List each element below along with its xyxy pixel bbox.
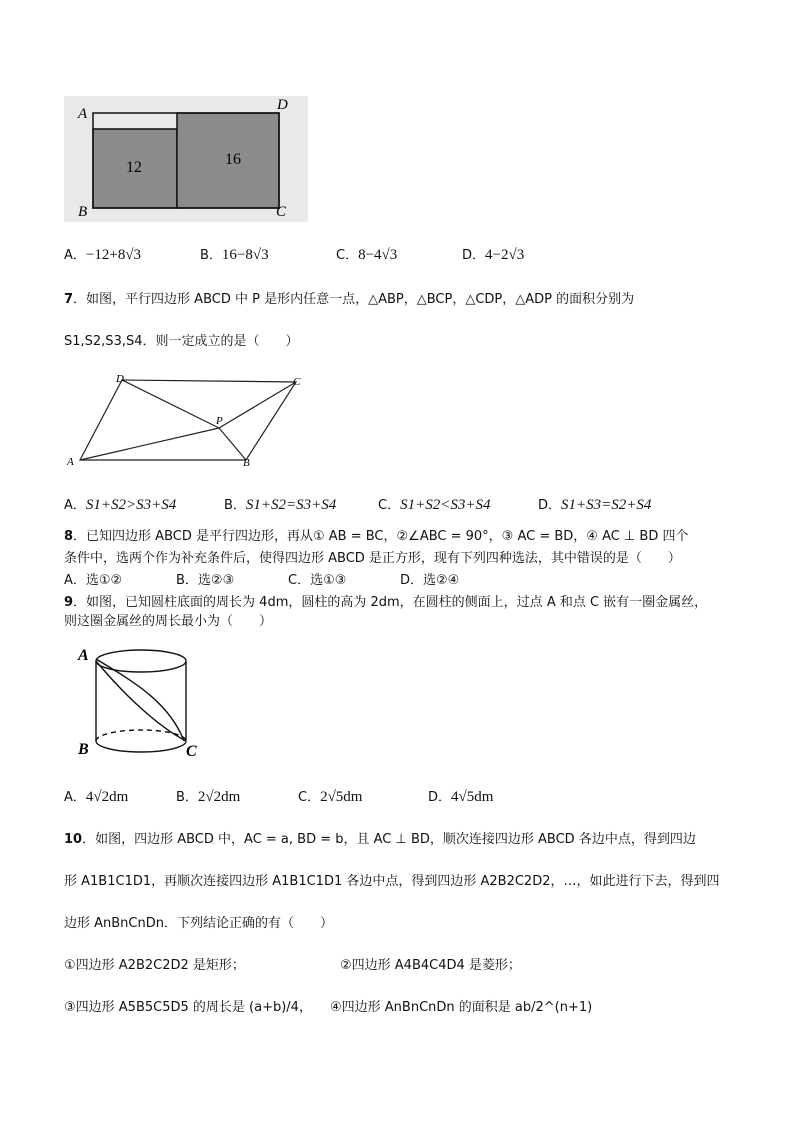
- q10-statement-3: ③四边形 A5B5C5D5 的周长是 (a+b)/4，: [64, 1000, 312, 1015]
- label-B: B: [78, 741, 89, 758]
- q7-option-c[interactable]: C．S1+S2<S3+S4: [378, 497, 491, 513]
- q6-option-c-expr: 8−4√3: [358, 247, 398, 263]
- label-C: C: [186, 743, 197, 760]
- label-C: C: [293, 376, 301, 388]
- q10-statement-4: ④四边形 AnBnCnDn 的面积是 ab/2^(n+1): [330, 1000, 593, 1015]
- q8-option-d[interactable]: D．选②④: [400, 573, 460, 588]
- q7-stem-line1: 7．如图，平行四边形 ABCD 中 P 是形内任意一点，△ABP，△BCP，△CDP，△ADP 的面积分别为: [64, 292, 635, 307]
- q9-stem-line2: 则这圈金属丝的周长最小为（ ）: [64, 614, 273, 629]
- label-D: D: [277, 97, 288, 113]
- q9-option-a[interactable]: A．4√2dm: [64, 789, 129, 805]
- q6-option-d-expr: 4−2√3: [485, 247, 525, 263]
- q10-stem-line3: 边形 AnBnCnDn．下列结论正确的有（ ）: [64, 916, 333, 931]
- q8-stem-line2: 条件中，选两个作为补充条件后，使得四边形 ABCD 是正方形，现有下列四种选法，其中错误的是（ ）: [64, 551, 681, 566]
- q6-option-b[interactable]: B．16−8√3: [200, 247, 269, 263]
- label-B: B: [243, 457, 250, 469]
- label-D: D: [116, 373, 124, 385]
- q6-option-a-expr: −12+8√3: [85, 247, 142, 263]
- q6-option-d[interactable]: D．4−2√3: [462, 247, 525, 263]
- q6-option-a[interactable]: A．−12+8√3: [64, 247, 142, 263]
- q7-option-d[interactable]: D．S1+S3=S2+S4: [538, 497, 652, 513]
- q9-figure: [64, 642, 204, 762]
- q8-option-a[interactable]: A．选①②: [64, 573, 123, 588]
- q8-option-b[interactable]: B．选②③: [176, 573, 235, 588]
- q7-option-a[interactable]: A．S1+S2>S3+S4: [64, 497, 177, 513]
- q10-statement-2: ②四边形 A4B4C4D4 是菱形；: [340, 958, 521, 973]
- q8-option-c[interactable]: C．选①③: [288, 573, 347, 588]
- q6-option-b-expr: 16−8√3: [221, 247, 269, 263]
- label-B: B: [78, 204, 88, 220]
- right-area: 16: [225, 151, 241, 168]
- left-area: 12: [126, 159, 142, 176]
- q10-stem-line1: 10．如图，四边形 ABCD 中，AC = a, BD = b，且 AC ⊥ BD，顺次连接四边形 ABCD 各边中点，得到四边: [64, 832, 696, 847]
- label-A: A: [78, 106, 88, 122]
- label-C: C: [276, 204, 287, 220]
- q7-figure: [64, 370, 314, 470]
- q8-stem-line1: 8．已知四边形 ABCD 是平行四边形，再从① AB = BC，②∠ABC = 90°，③ AC = BD，④ AC ⊥ BD 四个: [64, 529, 689, 544]
- q6-figure: [64, 96, 308, 222]
- q9-stem-line1: 9．如图，已知圆柱底面的周长为 4dm，圆柱的高为 2dm，在圆柱的侧面上，过点 A 和点 C 嵌有一圈金属丝，: [64, 595, 708, 610]
- label-P: P: [216, 415, 223, 427]
- q9-option-b[interactable]: B．2√2dm: [176, 789, 241, 805]
- q10-stem-line2: 形 A1B1C1D1，再顺次连接四边形 A1B1C1D1 各边中点，得到四边形 A2B2C2D2，…，如此进行下去，得到四: [64, 874, 720, 889]
- q6-option-c[interactable]: C．8−4√3: [336, 247, 398, 263]
- q7-stem-line2: S1,S2,S3,S4．则一定成立的是（ ）: [64, 334, 299, 349]
- q10-statement-1: ①四边形 A2B2C2D2 是矩形；: [64, 958, 245, 973]
- q9-option-c[interactable]: C．2√5dm: [298, 789, 363, 805]
- q7-option-b[interactable]: B．S1+S2=S3+S4: [224, 497, 337, 513]
- label-A: A: [67, 456, 74, 468]
- label-A: A: [78, 647, 89, 664]
- q9-option-d[interactable]: D．4√5dm: [428, 789, 494, 805]
